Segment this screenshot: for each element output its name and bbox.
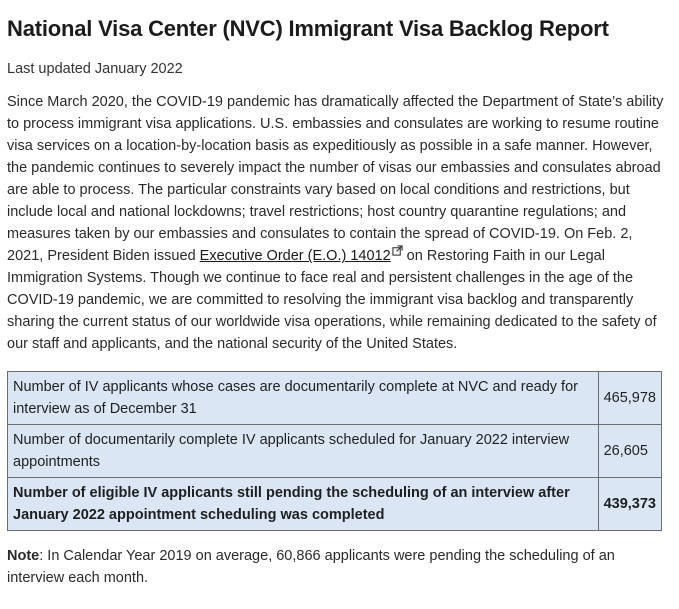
last-updated: Last updated January 2022 bbox=[7, 61, 183, 78]
note-paragraph bbox=[7, 545, 669, 589]
backlog-table bbox=[7, 371, 662, 531]
table-row bbox=[8, 478, 662, 531]
note-label: Note bbox=[7, 548, 40, 565]
intro-paragraph bbox=[7, 91, 669, 355]
page-title: National Visa Center (NVC) Immigrant Visa Backlog Report bbox=[7, 16, 609, 41]
intro-text-part2: on Restoring Faith in our Legal Immigration Systems. Though we continue to face real and persistent challenges in the age of the COVID-19 pandemic, we are committed to resolving the immigrant visa backlog and transparently sharing the current status of our worldwide visa operations, while remaining dedicated to the safety of our staff and applicants, and the national security of the United States. bbox=[7, 248, 657, 353]
executive-order-link[interactable]: Executive Order (E.O.) 14012 bbox=[199, 248, 391, 265]
row-label: Number of documentarily complete IV applicants scheduled for January 2022 interview appointments bbox=[8, 425, 599, 478]
table-row bbox=[8, 425, 662, 478]
row-value: 439,373 bbox=[598, 478, 661, 531]
table-row bbox=[8, 372, 662, 425]
intro-text-part1: Since March 2020, the COVID-19 pandemic has dramatically affected the Department of State’s ability to process immigrant visa applications. U.S. embassies and consulates are working to resume routine visa services on a location-by-location basis as expeditiously as possible in a safe manner. However, the pandemic continues to severely impact the number of visas our embassies and consulates abroad are able to process. The particular constraints vary based on local conditions and restrictions, but include local and national lockdowns; travel restrictions; host country quarantine regulations; and measures taken by our embassies and consulates to contain the spread of COVID-19. On Feb. 2, 2021, President Biden issued bbox=[7, 94, 664, 265]
row-value: 465,978 bbox=[598, 372, 661, 425]
external-link-icon[interactable] bbox=[392, 245, 403, 256]
row-label: Number of IV applicants whose cases are documentarily complete at NVC and ready for interview as of December 31 bbox=[8, 372, 599, 425]
row-label: Number of eligible IV applicants still pending the scheduling of an interview after January 2022 appointment scheduling was completed bbox=[8, 478, 599, 531]
note-text: : In Calendar Year 2019 on average, 60,866 applicants were pending the scheduling of an interview each month. bbox=[7, 548, 615, 587]
row-value: 26,605 bbox=[598, 425, 661, 478]
